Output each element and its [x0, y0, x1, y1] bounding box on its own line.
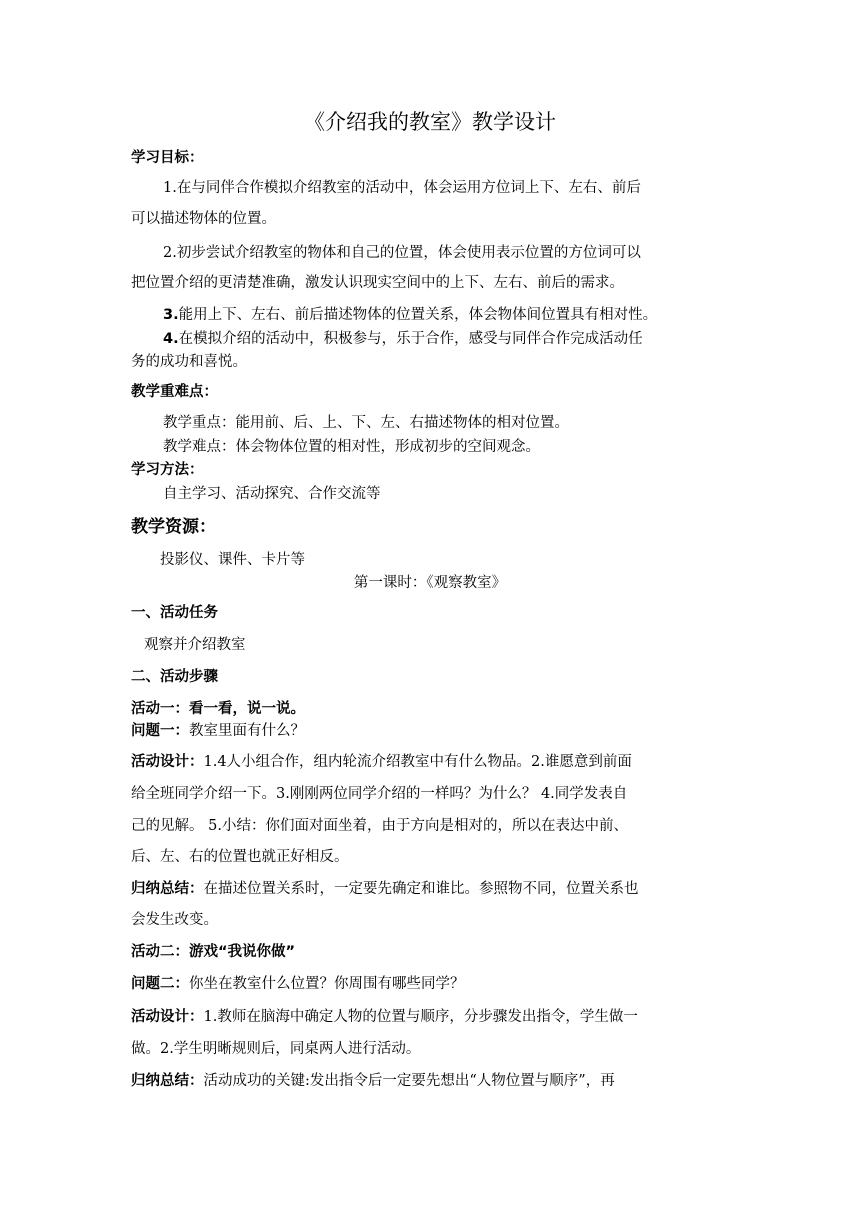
activity-2-design-line-1: [131, 1005, 638, 1029]
lesson-title: 第一课时：《观察教室》: [353, 575, 507, 591]
question-1-label: 问题一：: [131, 723, 189, 739]
activity-2-design-line-2: 做。2.学生明晰规则后，同桌两人进行活动。: [131, 1041, 421, 1057]
task-heading: 一、活动任务: [131, 605, 218, 621]
summary-1-text-1: 在描述位置关系时，一定要先确定和谁比。参照物不同，位置关系也: [203, 881, 639, 897]
key-points-heading: 教学重难点：: [131, 384, 218, 400]
objective-4-number: 4.: [163, 331, 179, 347]
design-1-text-1: 1.4人小组合作，组内轮流介绍教室中有什么物品。2.谁愿意到前面: [203, 754, 632, 770]
teaching-focus: 教学重点：能用前、后、上、下、左、右描述物体的相对位置。: [163, 415, 569, 431]
summary-1-label: 归纳总结：: [131, 881, 204, 897]
design-2-label: 活动设计：: [131, 1009, 204, 1025]
objective-2-line-1: 2.初步尝试介绍教室的物体和自己的位置，体会使用表示位置的方位词可以: [163, 245, 641, 261]
steps-heading: 二、活动步骤: [131, 669, 218, 685]
summary-2-label: 归纳总结：: [131, 1073, 204, 1089]
methods-text: 自主学习、活动探究、合作交流等: [163, 486, 381, 502]
activity-1-design-line-2: 给全班同学介绍一下。3.刚刚两位同学介绍的一样吗？为什么？ 4.同学发表自: [131, 786, 628, 802]
activity-2-question: [131, 972, 465, 996]
question-2-text: 你坐在教室什么位置？你周围有哪些同学？: [189, 976, 465, 992]
activity-1-summary-line-1: [131, 877, 639, 901]
resources-text: 投影仪、课件、卡片等: [160, 552, 305, 568]
objective-3: [163, 303, 657, 327]
question-2-label: 问题二：: [131, 976, 189, 992]
objective-1-line-2: 可以描述物体的位置。: [131, 211, 276, 227]
objective-3-number: 3.: [163, 307, 179, 323]
design-2-text-1: 1.教师在脑海中确定人物的位置与顺序，分步骤发出指令，学生做一: [203, 1009, 638, 1025]
activity-1-summary-line-2: 会发生改变。: [131, 912, 218, 928]
document-title: 《介绍我的教室》教学设计: [304, 110, 556, 134]
objectives-heading: 学习目标：: [131, 150, 204, 166]
teaching-difficulty: 教学难点：体会物体位置的相对性，形成初步的空间观念。: [163, 439, 540, 455]
design-1-label: 活动设计：: [131, 754, 204, 770]
objective-4-line-2: 务的成功和喜悦。: [131, 354, 247, 370]
question-1-text: 教室里面有什么？: [189, 723, 305, 739]
activity-1-design-line-3: 己的见解。 5.小结：你们面对面坐着，由于方向是相对的，所以在表达中前、: [131, 818, 628, 834]
objective-4-line-1: [163, 327, 643, 351]
resources-heading: 教学资源：: [131, 517, 216, 537]
activity-1-design-line-1: [131, 750, 632, 774]
objective-4-text: 在模拟介绍的活动中，积极参与，乐于合作，感受与同伴合作完成活动任: [178, 331, 643, 347]
objective-1-line-1: 1.在与同伴合作模拟介绍教室的活动中，体会运用方位词上下、左右、前后: [163, 180, 641, 196]
methods-heading: 学习方法：: [131, 462, 204, 478]
activity-1-design-line-4: 后、左、右的位置也就正好相反。: [131, 849, 349, 865]
objective-3-text: 能用上下、左右、前后描述物体的位置关系，体会物体间位置具有相对性。: [178, 307, 658, 323]
activity-1-heading: 活动一：看一看，说一说。: [131, 701, 305, 717]
objective-2-line-2: 把位置介绍的更清楚准确，激发认识现实空间中的上下、左右、前后的需求。: [131, 275, 624, 291]
activity-2-heading: 活动二：游戏“我说你做”: [131, 944, 296, 960]
activity-2-summary-line-1: [131, 1069, 615, 1093]
activity-1-question: [131, 719, 305, 743]
task-text: 观察并介绍教室: [144, 637, 246, 653]
summary-2-text-1: 活动成功的关键:发出指令后一定要先想出“人物位置与顺序”，再: [203, 1073, 615, 1089]
